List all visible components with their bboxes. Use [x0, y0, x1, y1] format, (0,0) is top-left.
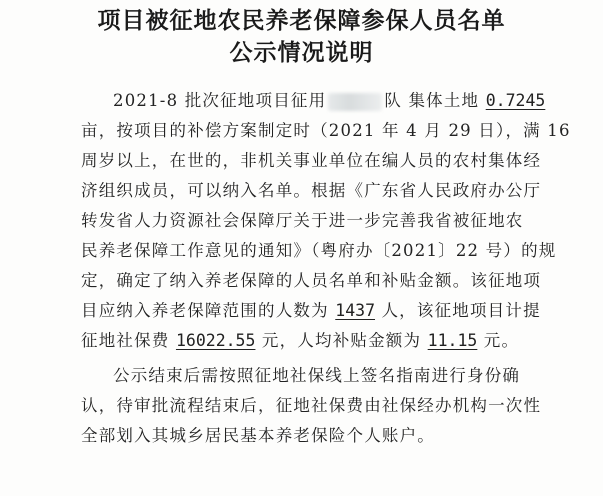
- paragraph1-line8: [81, 296, 541, 326]
- paragraph1-line3: 周岁以上，在世的，非机关事业单位在编人员的农村集体经: [81, 151, 542, 170]
- sentence-end: 元。: [483, 331, 520, 350]
- enrollment-count-label: 目应纳入养老保障范围的人数为: [81, 301, 329, 320]
- paragraph2-line3: 全部划入其城乡居民基本养老保险个人账户。: [81, 426, 435, 445]
- fee-label: 征地社保费: [81, 331, 170, 350]
- document-subtitle: 公示情况说明: [229, 40, 374, 66]
- paragraph1-line9: [81, 326, 519, 356]
- project-batch-text: 2021-8 批次征地项目征用: [113, 91, 327, 110]
- paragraph1-line4: 济组织成员，可以纳入名单。根据《广东省人民政府办公厅: [81, 181, 542, 200]
- total-fee-value: 16022.55: [175, 331, 256, 350]
- document-title: 项目被征地农民养老保障参保人员名单: [97, 8, 506, 34]
- paragraph1-line7: 定，确定了纳入养老保障的人员名单和补贴金额。该征地项: [81, 271, 542, 290]
- redacted-name: [328, 93, 382, 111]
- land-area-value: 0.7245: [485, 91, 546, 110]
- paragraph1-line2: 亩，按项目的补偿方案制定时（2021 年 4 月 29 日），满 16: [81, 121, 571, 140]
- average-label: 元，人均补贴金额为: [261, 331, 422, 350]
- paragraph2-line2: 认，待审批流程结束后，征地社保费由社保经办机构一次性: [81, 396, 542, 415]
- average-subsidy-value: 11.15: [427, 331, 478, 350]
- fee-label-start: 人，该征地项目计提: [381, 301, 541, 320]
- land-type-text: 队 集体土地: [384, 91, 486, 110]
- paragraph2-line1: 公示结束后需按照征地社保线上签名指南进行身份确: [113, 366, 521, 385]
- paragraph1-line1: [113, 86, 545, 116]
- paragraph1-line6: 民养老保障工作意见的通知》（粤府办〔2021〕22 号）的规: [81, 241, 557, 260]
- paragraph1-line5: 转发省人力资源社会保障厅关于进一步完善我省被征地农: [81, 211, 524, 230]
- enrollment-count-value: 1437: [335, 301, 376, 320]
